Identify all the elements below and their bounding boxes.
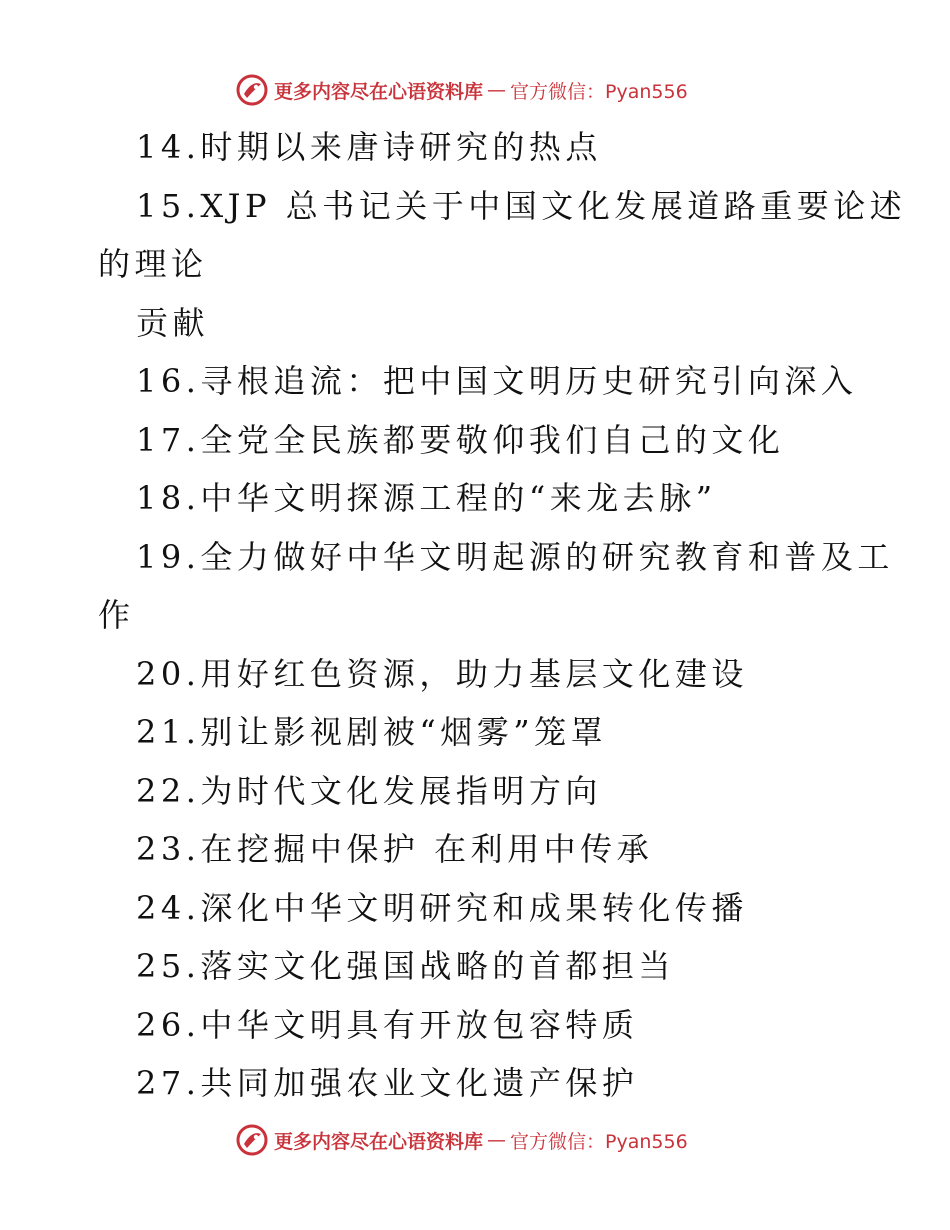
list-item: 15.XJP 总书记关于中国文化发展道路重要论述 [136, 186, 907, 225]
watermark-separator: — [487, 79, 507, 101]
list-item: 19.全力做好中华文明起源的研究教育和普及工 [136, 537, 894, 576]
watermark-text: 更多内容尽在心语资料库 [274, 1130, 484, 1153]
list-item: 25.落实文化强国战略的首都担当 [136, 947, 675, 985]
watermark-text: 更多内容尽在心语资料库 [274, 80, 484, 103]
list-item-continuation: 的理论 [98, 245, 208, 283]
list-item: 18.中华文明探源工程的“来龙去脉” [136, 479, 717, 517]
logo-icon [234, 1122, 270, 1158]
logo-icon [234, 72, 270, 108]
list-item: 24.深化中华文明研究和成果转化传播 [136, 888, 748, 927]
list-item: 14.时期以来唐诗研究的热点 [136, 128, 602, 166]
header-watermark [234, 70, 688, 110]
watermark-separator: — [487, 1129, 507, 1151]
list-item: 17.全党全民族都要敬仰我们自己的文化 [136, 420, 785, 459]
list-item: 27.共同加强农业文化遗产保护 [136, 1064, 639, 1102]
list-item: 16.寻根追流：把中国文明历史研究引向深入 [136, 362, 858, 400]
list-item: 20.用好红色资源，助力基层文化建设 [136, 654, 748, 693]
list-item-continuation: 贡献 [136, 303, 210, 342]
list-item-continuation: 作 [98, 596, 135, 634]
watermark-wechat: 官方微信：Pyan556 [510, 80, 688, 103]
list-item: 26.中华文明具有开放包容特质 [136, 1005, 639, 1044]
footer-watermark [234, 1120, 688, 1160]
document-body [98, 118, 907, 1113]
list-item: 22.为时代文化发展指明方向 [136, 771, 602, 810]
list-item: 21.别让影视剧被“烟雾”笼罩 [136, 713, 608, 751]
list-item: 23.在挖掘中保护 在利用中传承 [136, 830, 654, 868]
watermark-wechat: 官方微信：Pyan556 [510, 1130, 688, 1153]
